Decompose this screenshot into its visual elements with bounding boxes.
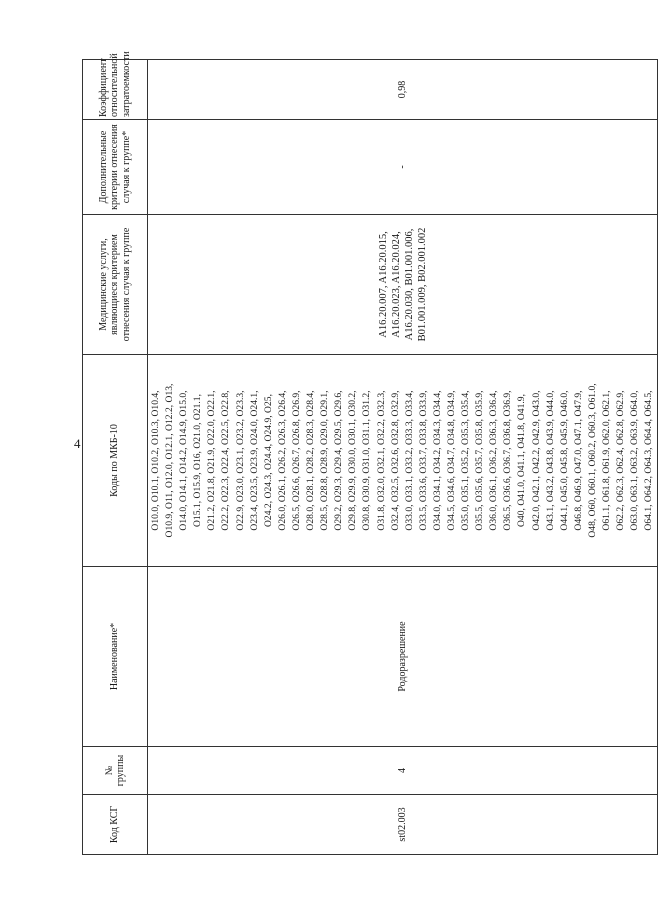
rotated-table-container xyxy=(82,51,655,855)
header-services: Медицинские услуги, являющиеся критерием отнесения случая к группе xyxy=(83,215,148,355)
icd-code-line: O64.1, O64.2, O64.3, O64.4, O64.5, xyxy=(643,390,655,531)
icd-code-line: O21.2, O21.8, O21.9, O22.0, O22.1, xyxy=(206,390,218,531)
icd-code-line: O33.0, O33.1, O33.2, O33.3, O33.4, xyxy=(403,390,415,531)
icd-code-line: O22.9, O23.0, O23.1, O23.2, O23.3, xyxy=(234,390,246,531)
cell-extra: - xyxy=(148,120,658,215)
icd-code-line: O48, O60, O60.1, O60.2, O60.3, O61.0, xyxy=(586,383,598,538)
cell-icd-codes xyxy=(148,355,658,567)
header-group: № группы xyxy=(83,747,148,795)
service-code-line: A16.20.030, B01.001.006, xyxy=(403,228,415,341)
service-code-line: A16.20.007, A16.20.015, xyxy=(377,231,389,338)
icd-code-line: O34.5, O34.6, O34.7, O34.8, O34.9, xyxy=(445,390,457,531)
icd-code-line: O24.2, O24.3, O24.4, O24.9, O25, xyxy=(262,394,274,527)
icd-code-line: O14.0, O14.1, O14.2, O14.9, O15.0, xyxy=(178,390,190,531)
page-number: 4 xyxy=(74,436,81,451)
icd-code-list xyxy=(149,358,656,563)
icd-code-line: O29.2, O29.3, O29.4, O29.5, O29.6, xyxy=(333,390,345,531)
cell-code: st02.003 xyxy=(148,795,658,855)
icd-code-line: O10.0, O10.1, O10.2, O10.3, O10.4, xyxy=(150,390,161,531)
icd-code-line: O23.4, O23.5, O23.9, O24.0, O24.1, xyxy=(248,390,260,531)
icd-code-line: O36.5, O36.6, O36.7, O36.8, O36.9, xyxy=(502,390,514,531)
icd-code-line: O32.4, O32.5, O32.6, O32.8, O32.9, xyxy=(389,390,401,531)
icd-code-line: O34.0, O34.1, O34.2, O34.3, O34.4, xyxy=(431,390,443,531)
icd-code-line: O35.5, O35.6, O35.7, O35.8, O35.9, xyxy=(474,390,486,531)
icd-code-line: O35.0, O35.1, O35.2, O35.3, O35.4, xyxy=(460,390,472,531)
icd-code-line: O36.0, O36.1, O36.2, O36.3, O36.4, xyxy=(488,390,500,531)
service-code-line: B01.001.009, B02.001.002 xyxy=(416,227,428,342)
header-name: Наименование* xyxy=(83,567,148,747)
icd-code-line: O43.1, O43.2, O43.8, O43.9, O44.0, xyxy=(544,390,556,531)
header-code: Код КСГ xyxy=(83,795,148,855)
icd-code-line: O40, O41.0, O41.1, O41.8, O41.9, xyxy=(516,394,528,527)
icd-code-line: O44.1, O45.0, O45.8, O45.9, O46.0, xyxy=(558,390,570,531)
icd-code-line: O30.8, O30.9, O31.0, O31.1, O31.2, xyxy=(361,390,373,531)
header-row xyxy=(83,60,148,855)
icd-code-line: O62.2, O62.3, O62.4, O62.8, O62.9, xyxy=(615,390,627,531)
services-list xyxy=(377,217,429,352)
icd-code-line: O29.8, O29.9, O30.0, O30.1, O30.2, xyxy=(347,390,359,531)
icd-code-line: O28.0, O28.1, O28.2, O28.3, O28.4, xyxy=(305,390,317,531)
icd-code-line: O26.5, O26.6, O26.7, O26.8, O26.9, xyxy=(290,390,302,531)
icd-code-line: O61.1, O61.8, O61.9, O62.0, O62.1, xyxy=(601,390,612,531)
header-extra: Дополнительные критерии отнесения случая к группе* xyxy=(83,120,148,215)
header-icd: Коды по МКБ-10 xyxy=(83,355,148,567)
icd-code-line: O63.0, O63.1, O63.2, O63.9, O64.0, xyxy=(629,390,641,531)
header-coef: Коэффициент относительной затратоемкости xyxy=(83,60,148,120)
cell-services xyxy=(148,215,658,355)
icd-code-line: O10.9, O11, O12.0, O12.1, O12.2, O13, xyxy=(164,383,176,538)
icd-code-line: O31.8, O32.0, O32.1, O32.2, O32.3, xyxy=(375,390,387,531)
icd-code-line: O42.0, O42.1, O42.2, O42.9, O43.0, xyxy=(530,390,542,531)
table-row xyxy=(148,60,658,855)
ksg-table xyxy=(82,51,658,855)
cell-group: 4 xyxy=(148,747,658,795)
icd-code-line: O15.1, O15.9, O16, O21.0, O21.1, xyxy=(192,394,204,527)
icd-code-line: O26.0, O26.1, O26.2, O26.3, O26.4, xyxy=(276,390,288,531)
icd-code-line: O33.5, O33.6, O33.7, O33.8, O33.9, xyxy=(417,390,429,531)
icd-code-line: O22.2, O22.3, O22.4, O22.5, O22.8, xyxy=(220,390,232,531)
icd-code-line: O28.5, O28.8, O28.9, O29.0, O29.1, xyxy=(319,390,331,531)
service-code-line: A16.20.023, A16.20.024, xyxy=(390,231,402,338)
cell-name: Родоразрешение xyxy=(148,567,658,747)
icd-code-line: O46.8, O46.9, O47.0, O47.1, O47.9, xyxy=(572,390,584,531)
cell-coef: 0,98 xyxy=(148,60,658,120)
